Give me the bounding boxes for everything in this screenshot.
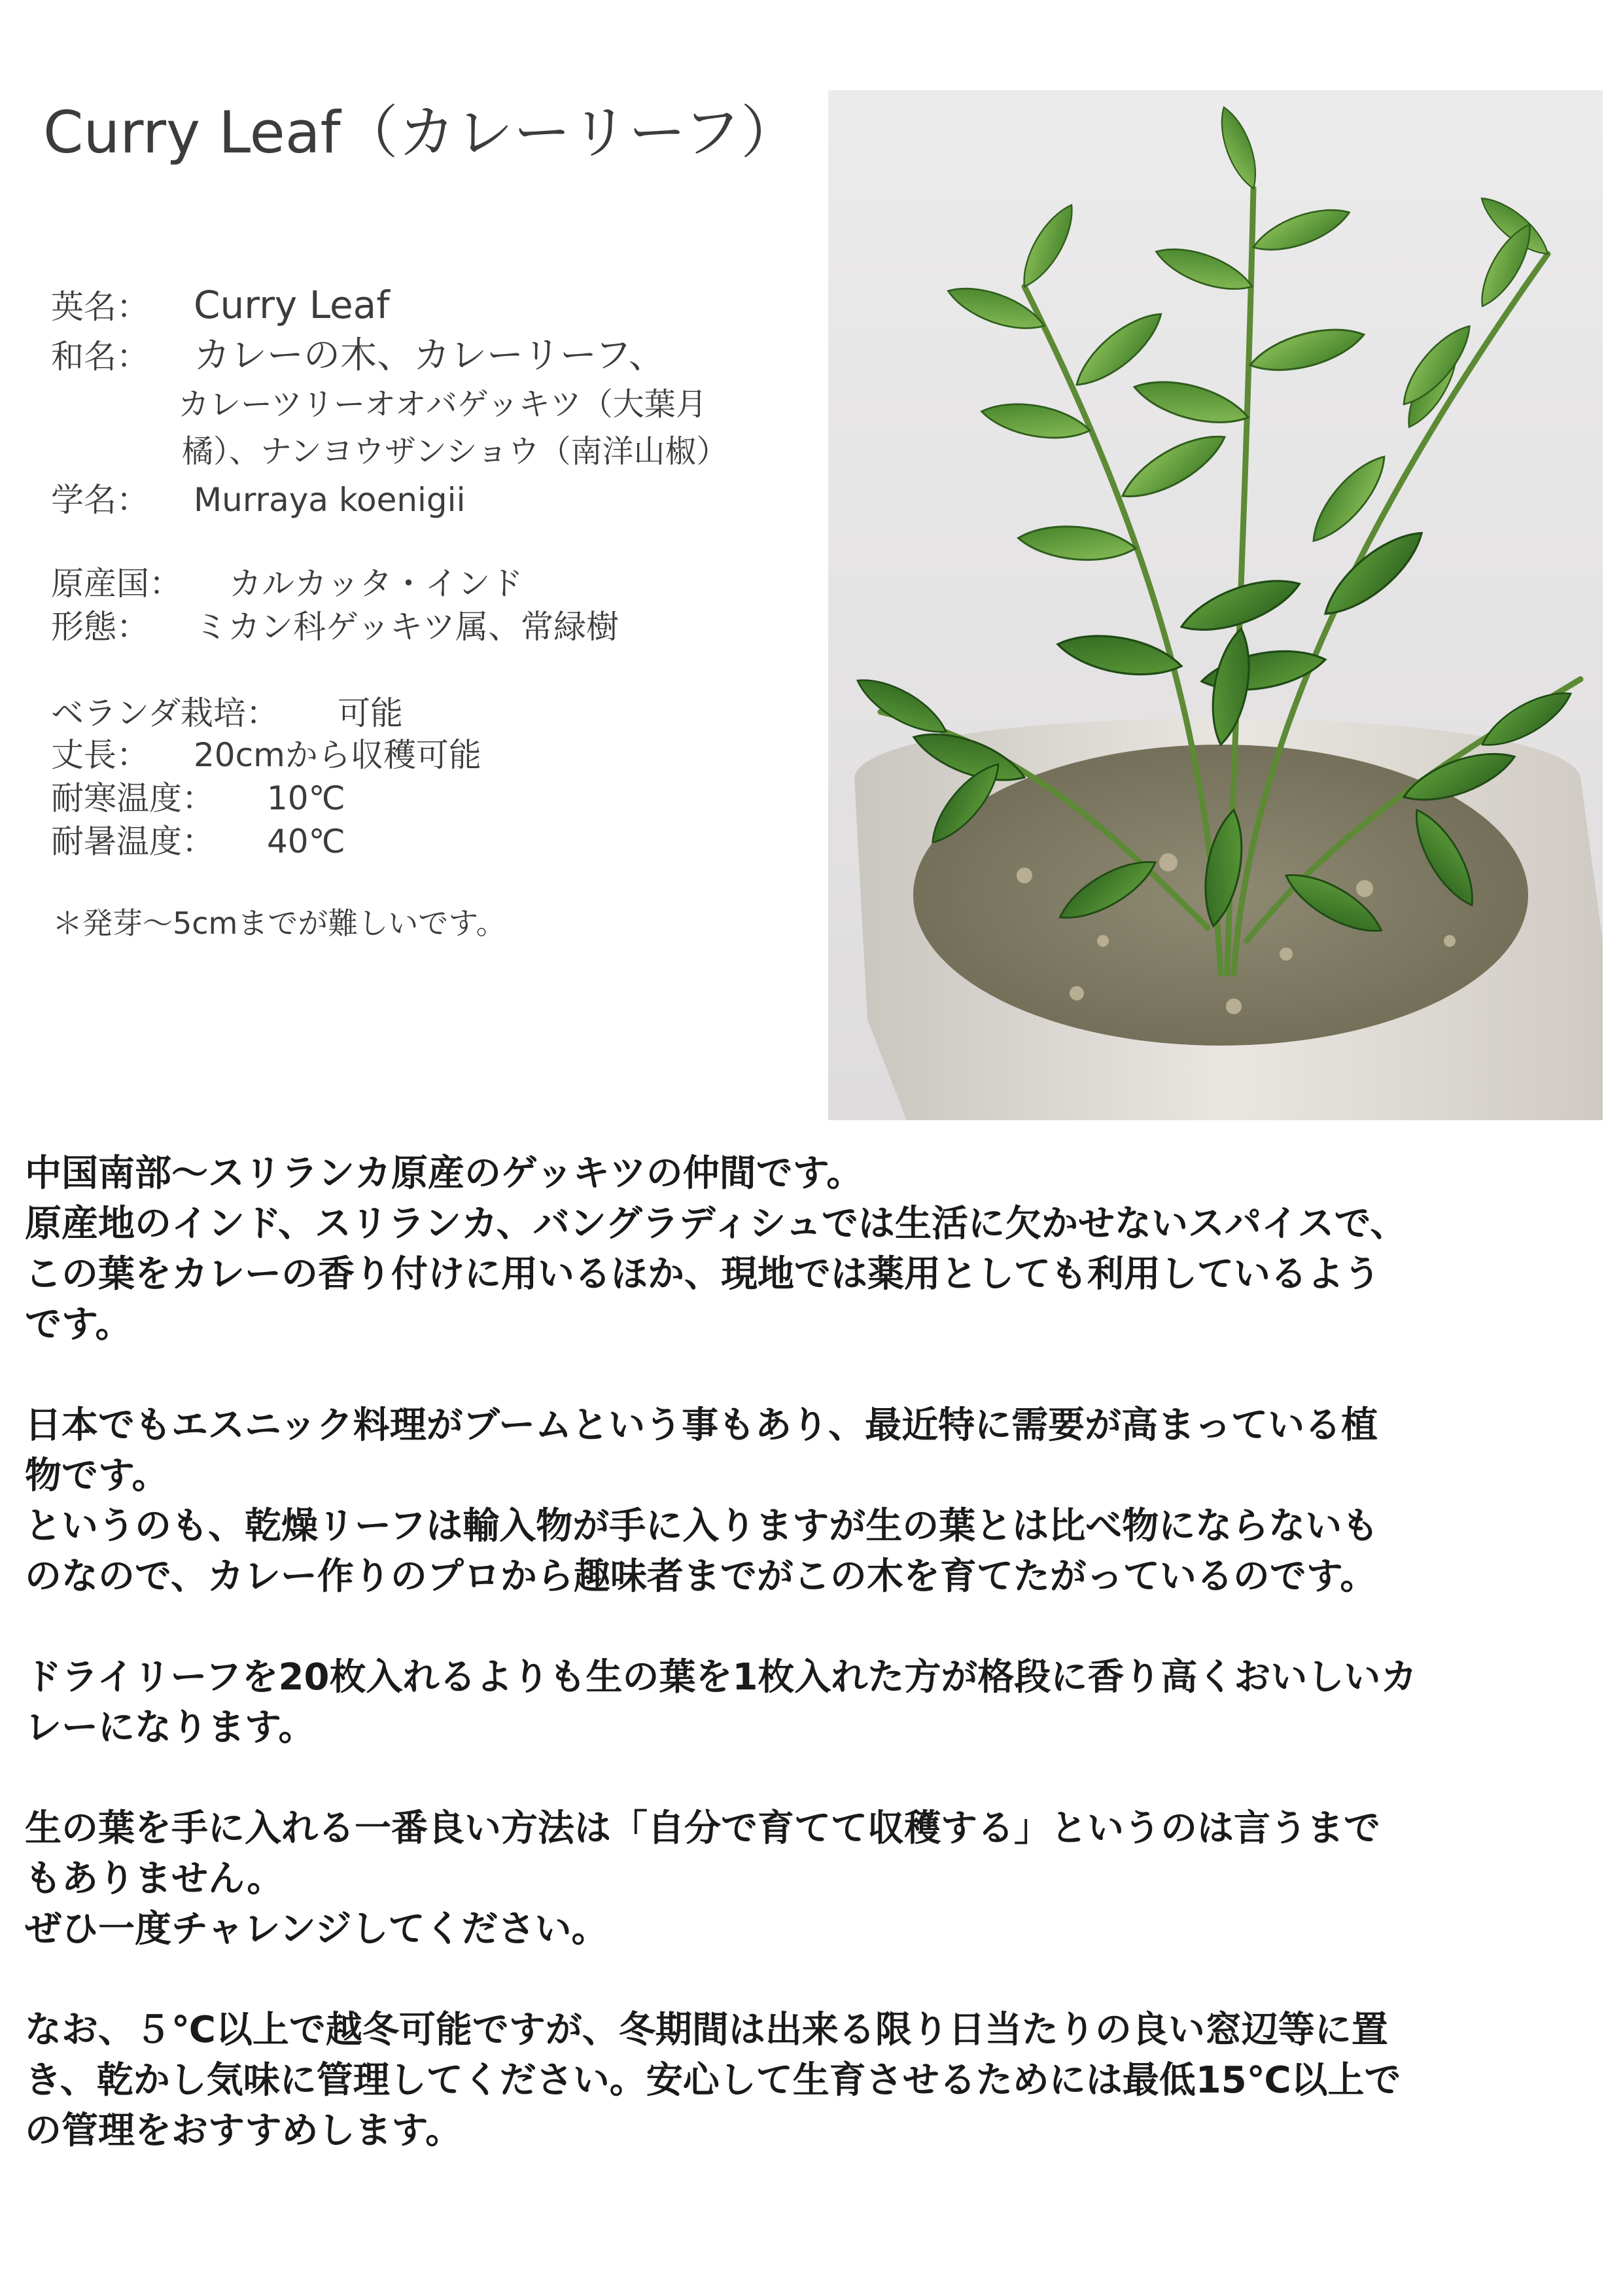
body-line: ドライリーフを20枚入れるよりも生の葉を1枚入れた方が格段に香り高くおいしいカ bbox=[25, 1656, 1418, 1699]
body-line: のなので、カレー作りのプロから趣味者までがこの木を育てたがっているのです。 bbox=[25, 1555, 1377, 1598]
info-origin bbox=[51, 564, 523, 603]
info-heat-tolerance bbox=[51, 822, 345, 861]
height-label: 丈長： bbox=[51, 736, 149, 774]
paragraph-1 bbox=[25, 1148, 1608, 1350]
scientific-name-label: 学名： bbox=[51, 481, 149, 519]
japanese-name-line3: 橘）、ナンヨウザンショウ（南洋山椒） bbox=[182, 433, 728, 470]
paragraph-4 bbox=[25, 1803, 1608, 1954]
curry-leaf-plant-photo bbox=[828, 90, 1603, 1120]
paragraph-3 bbox=[25, 1652, 1608, 1753]
body-line: 物です。 bbox=[25, 1455, 169, 1497]
form-label: 形態： bbox=[51, 608, 149, 646]
page-title: Curry Leaf（カレーリーフ） bbox=[43, 99, 799, 166]
paragraph-5 bbox=[25, 2005, 1608, 2156]
body-line: 原産地のインド、スリランカ、バングラディシュでは生活に欠かせないスパイスで、 bbox=[25, 1203, 1407, 1245]
origin-label: 原産国： bbox=[51, 565, 182, 603]
body-line: 中国南部～スリランカ原産のゲッキツの仲間です。 bbox=[25, 1152, 864, 1195]
japanese-name-label: 和名： bbox=[51, 338, 149, 376]
info-english-name bbox=[51, 283, 390, 328]
plant-illustration bbox=[828, 90, 1603, 1120]
body-line: この葉をカレーの香り付けに用いるほか、現地では薬用としても利用しているよう bbox=[25, 1253, 1380, 1296]
english-name-label: 英名： bbox=[51, 288, 149, 326]
japanese-name-value: カレーの木、カレーリーフ、 bbox=[194, 334, 665, 377]
body-line: レーになります。 bbox=[25, 1706, 315, 1749]
info-height bbox=[51, 735, 481, 775]
balcony-value: 可能 bbox=[338, 694, 403, 732]
scientific-name-value: Murraya koenigii bbox=[194, 481, 466, 519]
info-scientific-name bbox=[51, 480, 465, 520]
english-name-value: Curry Leaf bbox=[194, 283, 390, 327]
cold-tolerance-value: 10℃ bbox=[267, 779, 345, 817]
info-balcony bbox=[51, 694, 403, 733]
body-line: き、乾かし気味に管理してください。安心して生育させるためには最低15℃以上で bbox=[25, 2059, 1401, 2102]
body-line: なお、５℃以上で越冬可能ですが、冬期間は出来る限り日当たりの良い窓辺等に置 bbox=[25, 2009, 1388, 2051]
info-japanese-name bbox=[51, 334, 665, 378]
info-note: ＊発芽～5cmまでが難しいです。 bbox=[52, 906, 506, 941]
body-line: もありません。 bbox=[25, 1858, 284, 1900]
origin-value: カルカッタ・インド bbox=[229, 565, 523, 603]
body-text bbox=[25, 1148, 1608, 2206]
body-line: の管理をおすすめします。 bbox=[25, 2110, 462, 2152]
paragraph-2 bbox=[25, 1400, 1608, 1602]
info-form bbox=[51, 607, 619, 646]
height-value: 20cmから収穫可能 bbox=[194, 736, 481, 774]
japanese-name-line2: カレーツリーオオバゲッキツ（大葉月 bbox=[178, 386, 707, 423]
heat-tolerance-value: 40℃ bbox=[267, 822, 345, 860]
body-line: です。 bbox=[25, 1303, 132, 1346]
form-value: ミカン科ゲッキツ属、常緑樹 bbox=[195, 608, 619, 646]
body-line: 日本でもエスニック料理がブームという事もあり、最近特に需要が高まっている植 bbox=[25, 1404, 1378, 1447]
info-cold-tolerance bbox=[51, 779, 345, 818]
balcony-label: ベランダ栽培： bbox=[51, 694, 279, 732]
cold-tolerance-label: 耐寒温度： bbox=[51, 779, 215, 817]
body-line: ぜひ一度チャレンジしてください。 bbox=[25, 1908, 608, 1951]
body-line: 生の葉を手に入れる一番良い方法は「自分で育てて収穫する」というのは言うまで bbox=[25, 1807, 1380, 1850]
body-line: というのも、乾燥リーフは輸入物が手に入りますが生の葉とは比べ物にならないも bbox=[25, 1505, 1379, 1547]
heat-tolerance-label: 耐暑温度： bbox=[51, 822, 215, 860]
